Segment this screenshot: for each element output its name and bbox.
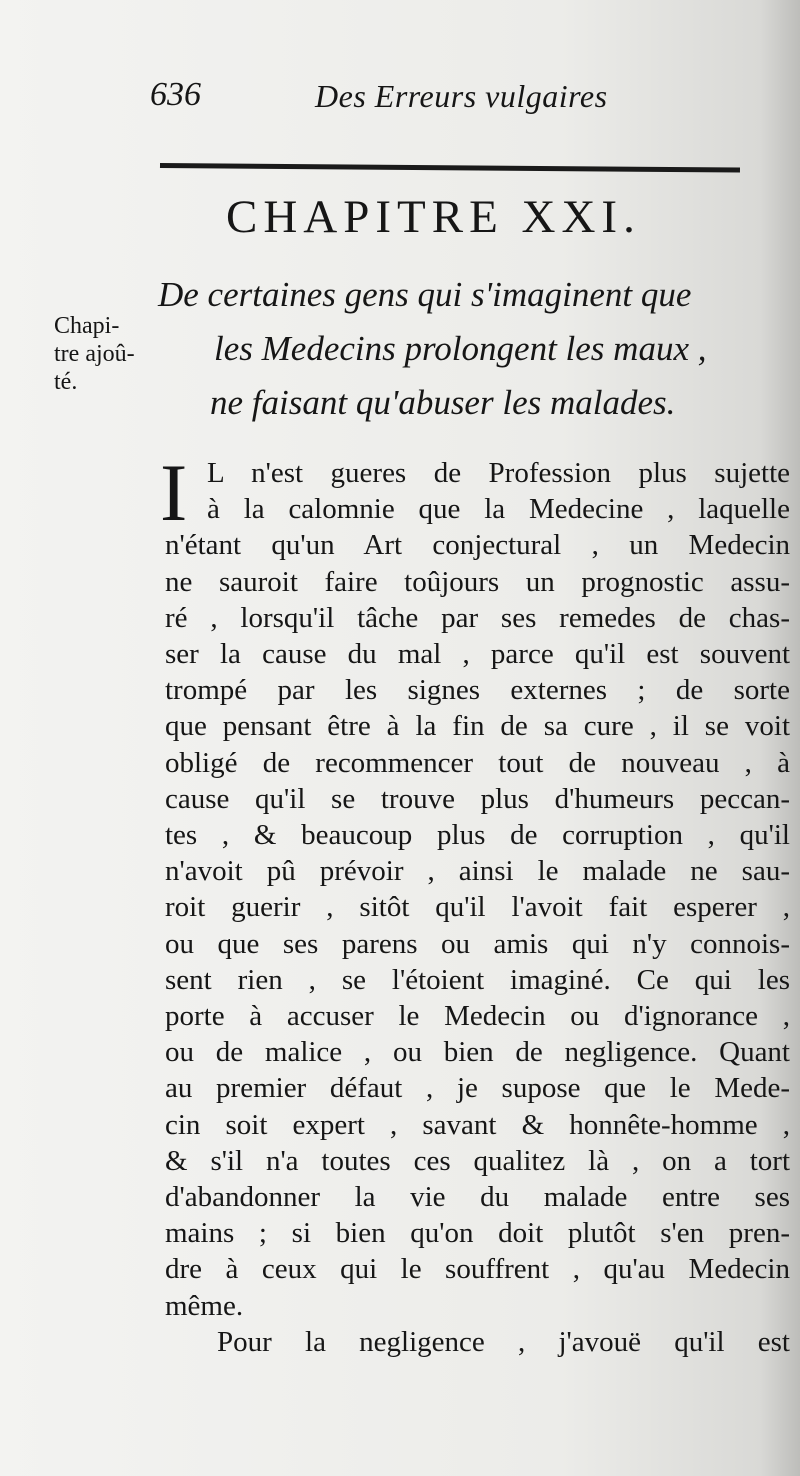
text-line: roit guerir , sitôt qu'il l'avoit fait esperer , — [165, 891, 790, 924]
running-head: Des Erreurs vulgaires — [315, 78, 608, 114]
text-line: mains ; si bien qu'on doit plutôt s'en pren- — [165, 1217, 790, 1250]
text-line: à la calomnie que la Medecine , laquelle — [207, 493, 790, 526]
text-line: L n'est gueres de Profession plus sujette — [207, 457, 790, 489]
subtitle-line: De certaines gens qui s'imaginent que — [158, 275, 692, 314]
chapter-title: CHAPITRE XXI. — [226, 191, 641, 243]
text-line: tes , & beaucoup plus de corruption , qu'il — [165, 819, 790, 852]
text-line: cause qu'il se trouve plus d'humeurs peccan- — [165, 782, 790, 815]
text-line: ou de malice , ou bien de negligence. Quant — [165, 1036, 790, 1069]
text-line: ne sauroit faire toûjours un prognostic assu- — [165, 565, 790, 598]
margin-note-line: tre ajoû- — [54, 341, 135, 367]
text-line: n'avoit pû prévoir , ainsi le malade ne sau- — [165, 855, 790, 888]
text-line: au premier défaut , je supose que le Mede- — [165, 1072, 790, 1105]
chapter-subtitle — [158, 268, 778, 430]
text-line: même. — [165, 1289, 244, 1322]
text-line: Pour la negligence , j'avouë qu'il est — [217, 1325, 790, 1358]
page-header — [150, 76, 710, 126]
margin-note — [54, 312, 154, 396]
text-line: porte à accuser le Medecin ou d'ignorance , — [165, 1000, 790, 1033]
margin-note-line: té. — [54, 369, 78, 395]
text-line: obligé de recommencer tout de nouveau , à — [165, 746, 790, 779]
text-line: n'étant qu'un Art conjectural , un Medecin — [165, 529, 790, 562]
text-line: sent rien , se l'étoient imaginé. Ce qui les — [165, 963, 790, 996]
text-line: trompé par les signes externes ; de sorte — [165, 674, 790, 707]
drop-cap: I — [160, 447, 188, 538]
text-line: ser la cause du mal , parce qu'il est souvent — [165, 638, 790, 671]
text-line: d'abandonner la vie du malade entre ses — [165, 1181, 790, 1214]
text-line: & s'il n'a toutes ces qualitez là , on a tort — [165, 1144, 790, 1177]
header-rule — [160, 163, 740, 173]
page-number: 636 — [150, 76, 201, 113]
text-line: cin soit expert , savant & honnête-homme , — [165, 1108, 790, 1141]
subtitle-line: ne faisant qu'abuser les malades. — [210, 383, 676, 422]
margin-note-line: Chapi- — [54, 313, 120, 339]
subtitle-line: les Medecins prolongent les maux , — [214, 329, 707, 368]
text-line: que pensant être à la fin de sa cure , il se voit — [165, 710, 790, 743]
text-line: ou que ses parens ou amis qui n'y connois- — [165, 927, 790, 960]
body-text — [165, 455, 790, 1360]
text-line: ré , lorsqu'il tâche par ses remedes de chas- — [165, 601, 790, 634]
text-line: dre à ceux qui le souffrent , qu'au Medecin — [165, 1253, 790, 1286]
